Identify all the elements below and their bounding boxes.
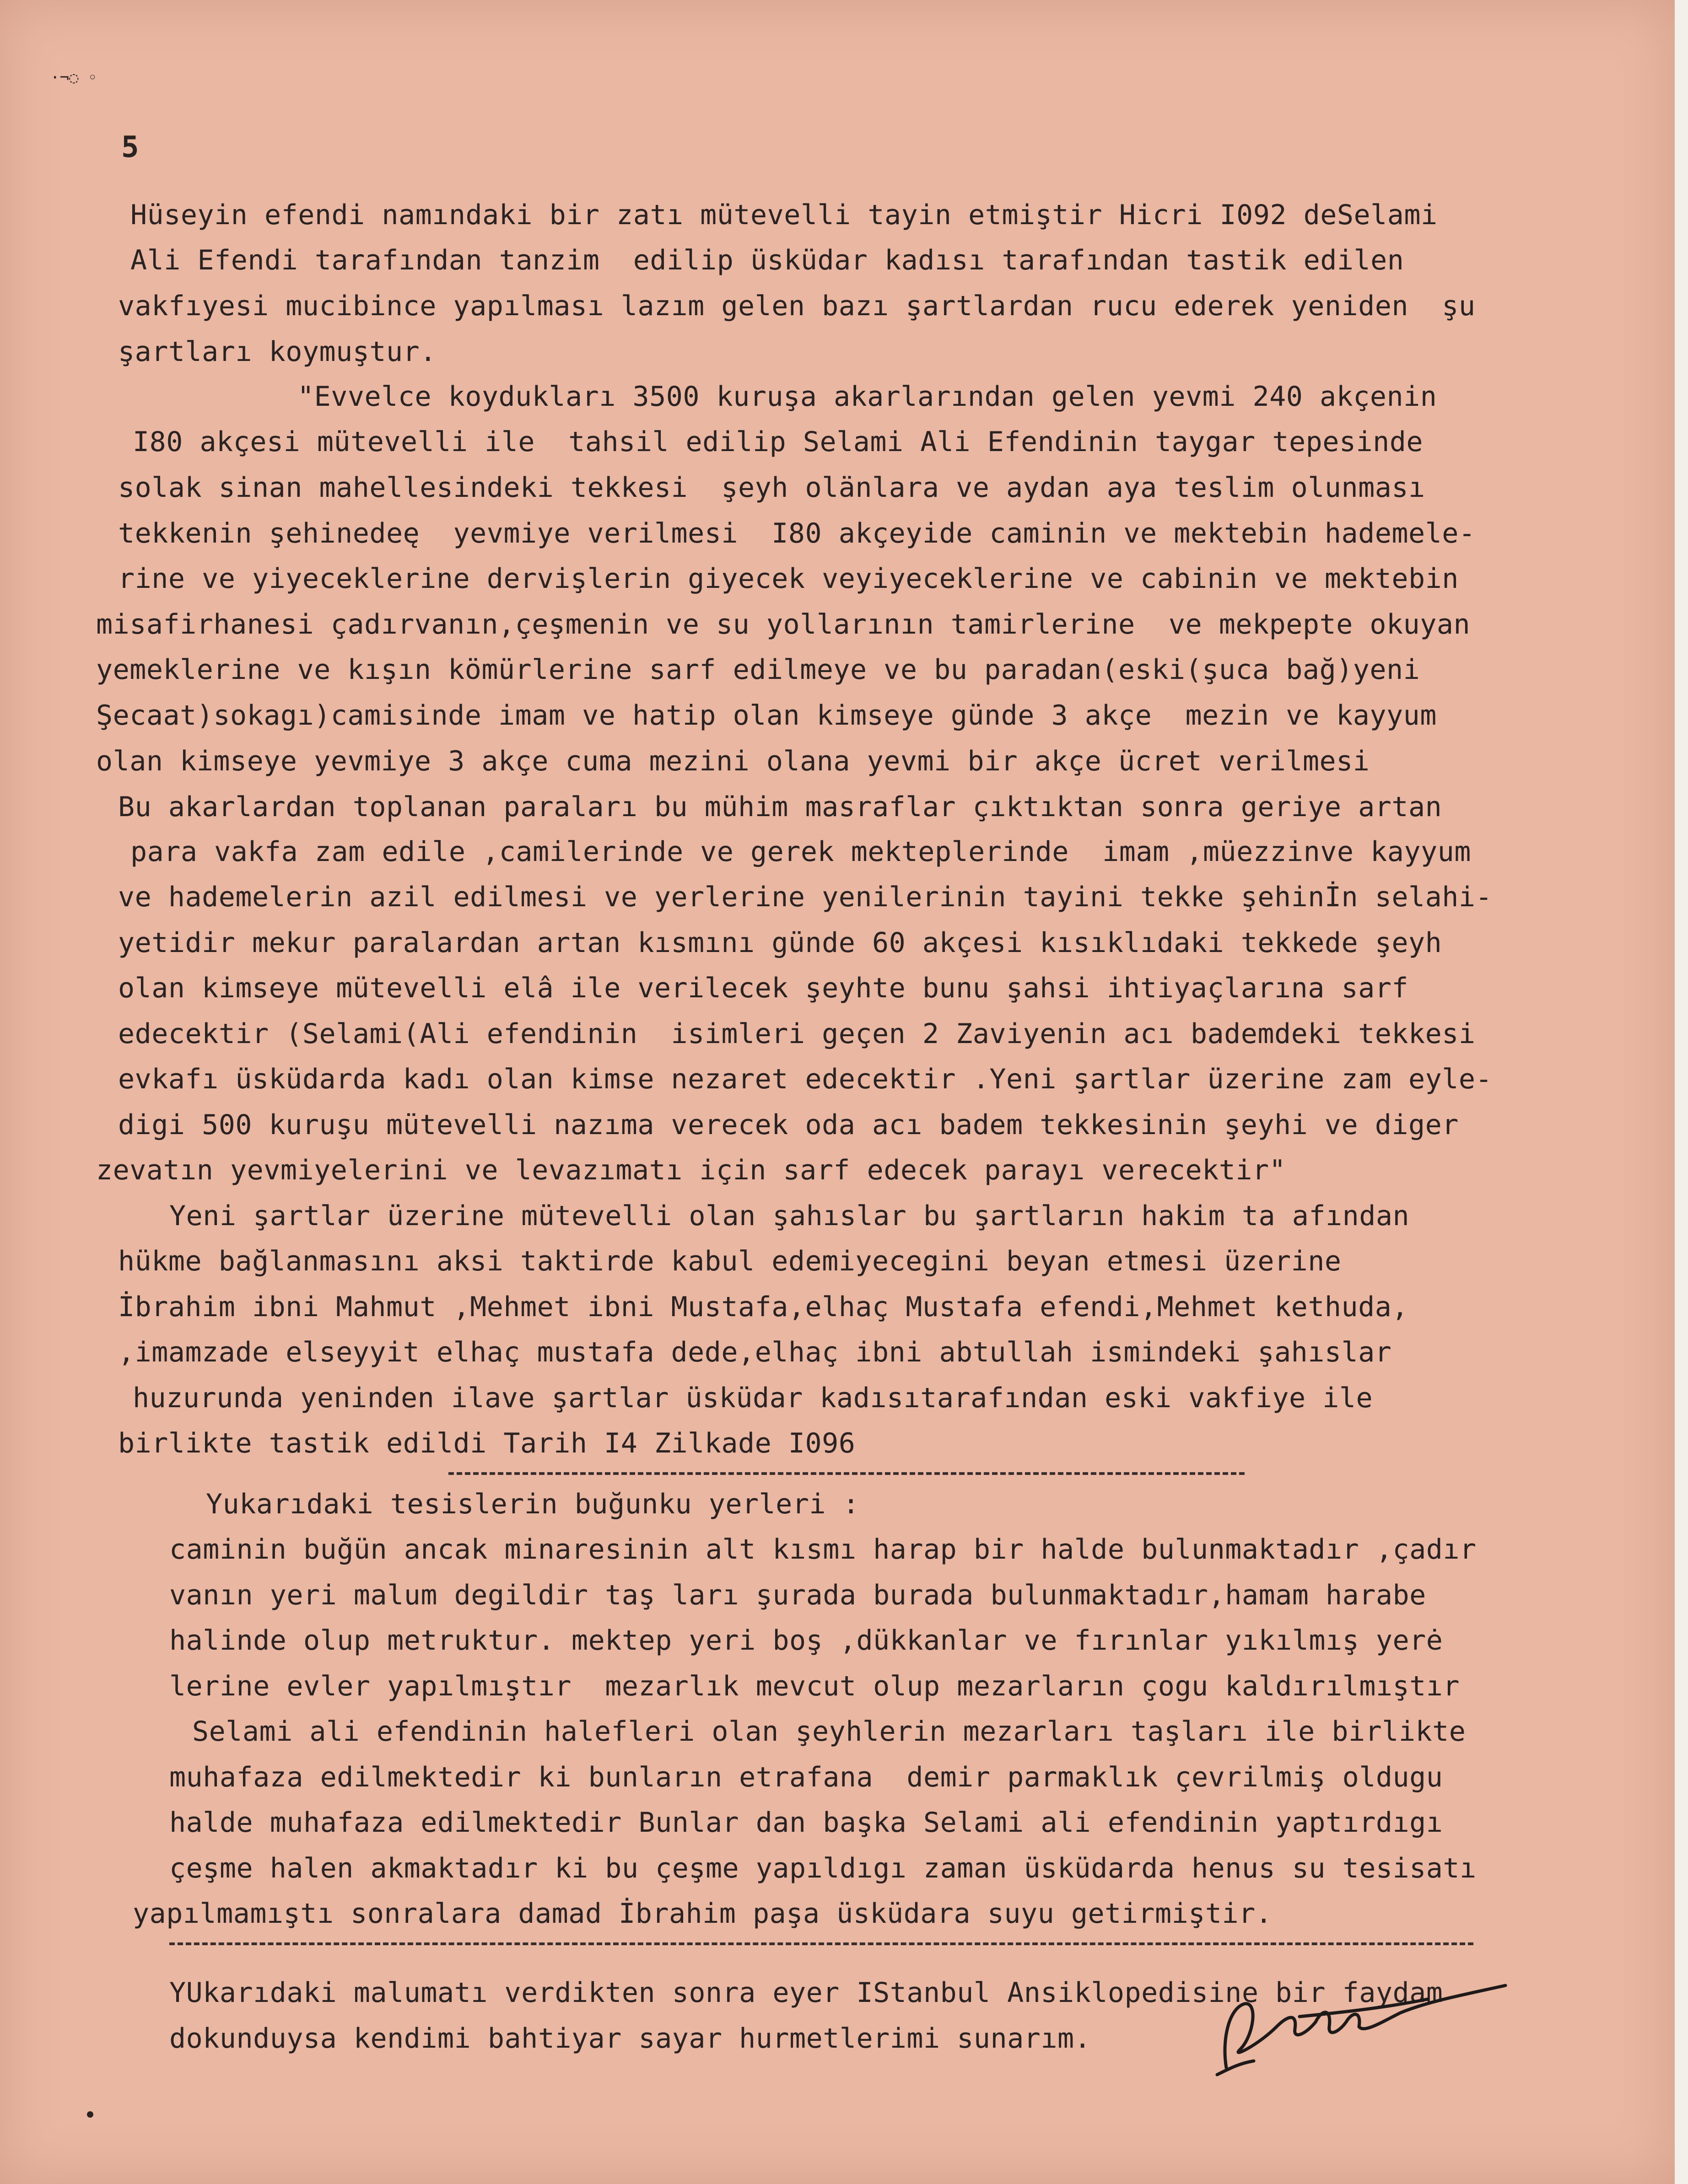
body-line: şartları koymuştur.: [118, 336, 437, 368]
paper-edge: [1675, 0, 1688, 2184]
page-number: 5: [121, 130, 139, 164]
handwritten-signature: [1190, 1976, 1510, 2077]
section-line: caminin buğün ancak minaresinin alt kısmı harap bir halde bulunmaktadır ,çadır: [169, 1533, 1477, 1565]
body-line: digi 500 kuruşu mütevelli nazıma verecek oda acı badem tekkesinin şeyhi ve diger: [118, 1109, 1459, 1141]
body-line: solak sinan mahellesindeki tekkesi şeyh olänlara ve aydan aya teslim olunması: [118, 472, 1425, 504]
body-line: vakfıyesi mucibince yapılması lazım gelen bazı şartlardan rucu ederek yeniden şu: [118, 290, 1476, 322]
body-line: zevatın yevmiyelerini ve levazımatı için sarf edecek parayı verecektir": [96, 1154, 1286, 1186]
body-line: olan kimseye mütevelli elâ ile verilecek şeyhte bunu şahsi ihtiyaçlarına sarf: [118, 972, 1408, 1004]
closing-line: dokunduysa kendimi bahtiyar sayar hurmetlerimi sunarım.: [169, 2023, 1091, 2055]
section-heading: Yukarıdaki tesislerin buğunku yerleri :: [206, 1488, 860, 1520]
body-line: Hüseyin efendi namındaki bir zatı mütevelli tayin etmiştir Hicri I092 deSelami: [130, 199, 1438, 231]
body-line: Bu akarlardan toplanan paraları bu mühim masraflar çıktıktan sonra geriye artan: [118, 791, 1442, 823]
separator-rule: [448, 1472, 1245, 1475]
body-line: Yeni şartlar üzerine mütevelli olan şahıslar bu şartların hakim ta afından: [169, 1200, 1410, 1232]
body-line: Şecaat)sokagı)camisinde imam ve hatip olan kimseye günde 3 akçe mezin ve kayyum: [96, 699, 1437, 732]
body-line: evkafı üsküdarda kadı olan kimse nezaret edecektir .Yeni şartlar üzerine zam eyle-: [118, 1063, 1493, 1095]
ink-dot: [87, 2111, 93, 2118]
body-line: ,imamzade elseyyit elhaç mustafa dede,elhaç ibni abtullah ismindeki şahıslar: [118, 1336, 1392, 1368]
body-line: birlikte tastik edildi Tarih I4 Zilkade I096: [118, 1427, 856, 1459]
body-line: tekkenin şehinedeę yevmiye verilmesi I80 akçeyide caminin ve mektebin hademele-: [118, 517, 1476, 549]
body-line: Ali Efendi tarafından tanzim edilip üsküdar kadısı tarafından tastik edilen: [130, 244, 1404, 276]
section-line: yapılmamıştı sonralara damad İbrahim paşa üsküdara suyu getirmiştir.: [133, 1898, 1273, 1930]
body-line: İbrahim ibni Mahmut ,Mehmet ibni Mustafa,elhaç Mustafa efendi,Mehmet kethuda,: [118, 1291, 1408, 1323]
section-line: Selami ali efendinin halefleri olan şeyhlerin mezarları taşları ile birlikte: [192, 1716, 1466, 1748]
body-line: ve hademelerin azil edilmesi ve yerlerine yenilerinin tayini tekke şehinİn selahi-: [118, 881, 1493, 913]
body-line: huzurunda yeninden ilave şartlar üsküdar kadısıtarafından eski vakfiye ile: [133, 1382, 1373, 1414]
section-line: muhafaza edilmektedir ki bunların etrafana demir parmaklık çevrilmiş oldugu: [169, 1761, 1443, 1793]
body-line: yetidir mekur paralardan artan kısmını günde 60 akçesi kısıklıdaki tekkede şeyh: [118, 927, 1442, 959]
body-line: misafirhanesi çadırvanın,çeşmenin ve su yollarının tamirlerine ve mekpepte okuyan: [96, 608, 1471, 640]
body-line: "Evvelce koydukları 3500 kuruşa akarlarından gelen yevmi 240 akçenin: [297, 381, 1437, 413]
body-line: hükme bağlanmasını aksi taktirde kabul edemiyecegini beyan etmesi üzerine: [118, 1245, 1342, 1277]
section-line: halinde olup metruktur. mektep yeri boş ,dükkanlar ve fırınlar yıkılmış yerė: [169, 1625, 1443, 1657]
closing-line: YUkarıdaki malumatı verdikten sonra eyer IStanbul Ansiklopedisine bir faydam: [169, 1977, 1443, 2009]
body-line: yemeklerine ve kışın kömürlerine sarf edilmeye ve bu paradan(eski(şuca bağ)yeni: [96, 654, 1420, 686]
body-line: para vakfa zam edile ,camilerinde ve gerek mekteplerinde imam ,müezzinve kayyum: [130, 836, 1471, 868]
section-line: vanın yeri malum degildir taş ları şurada burada bulunmaktadır,hamam harabe: [169, 1579, 1426, 1611]
body-line: rine ve yiyeceklerine dervişlerin giyecek veyiyeceklerine ve cabinin ve mektebin: [118, 563, 1459, 595]
separator-rule: [169, 1942, 1473, 1945]
section-line: çeşme halen akmaktadır ki bu çeşme yapıldıgı zaman üsküdarda henus su tesisatı: [169, 1852, 1477, 1884]
body-line: edecektir (Selami(Ali efendinin isimleri geçen 2 Zaviyenin acı bademdeki tekkesi: [118, 1018, 1476, 1050]
section-line: lerine evler yapılmıştır mezarlık mevcut olup mezarların çogu kaldırılmıştır: [169, 1670, 1460, 1702]
corner-marks: ·¬◌ ◦: [50, 69, 97, 87]
body-line: olan kimseye yevmiye 3 akçe cuma mezini olana yevmi bir akçe ücret verilmesi: [96, 745, 1370, 777]
body-line: I80 akçesi mütevelli ile tahsil edilip Selami Ali Efendinin taygar tepesinde: [133, 426, 1423, 458]
section-line: halde muhafaza edilmektedir Bunlar dan başka Selami ali efendinin yaptırdıgı: [169, 1807, 1443, 1839]
